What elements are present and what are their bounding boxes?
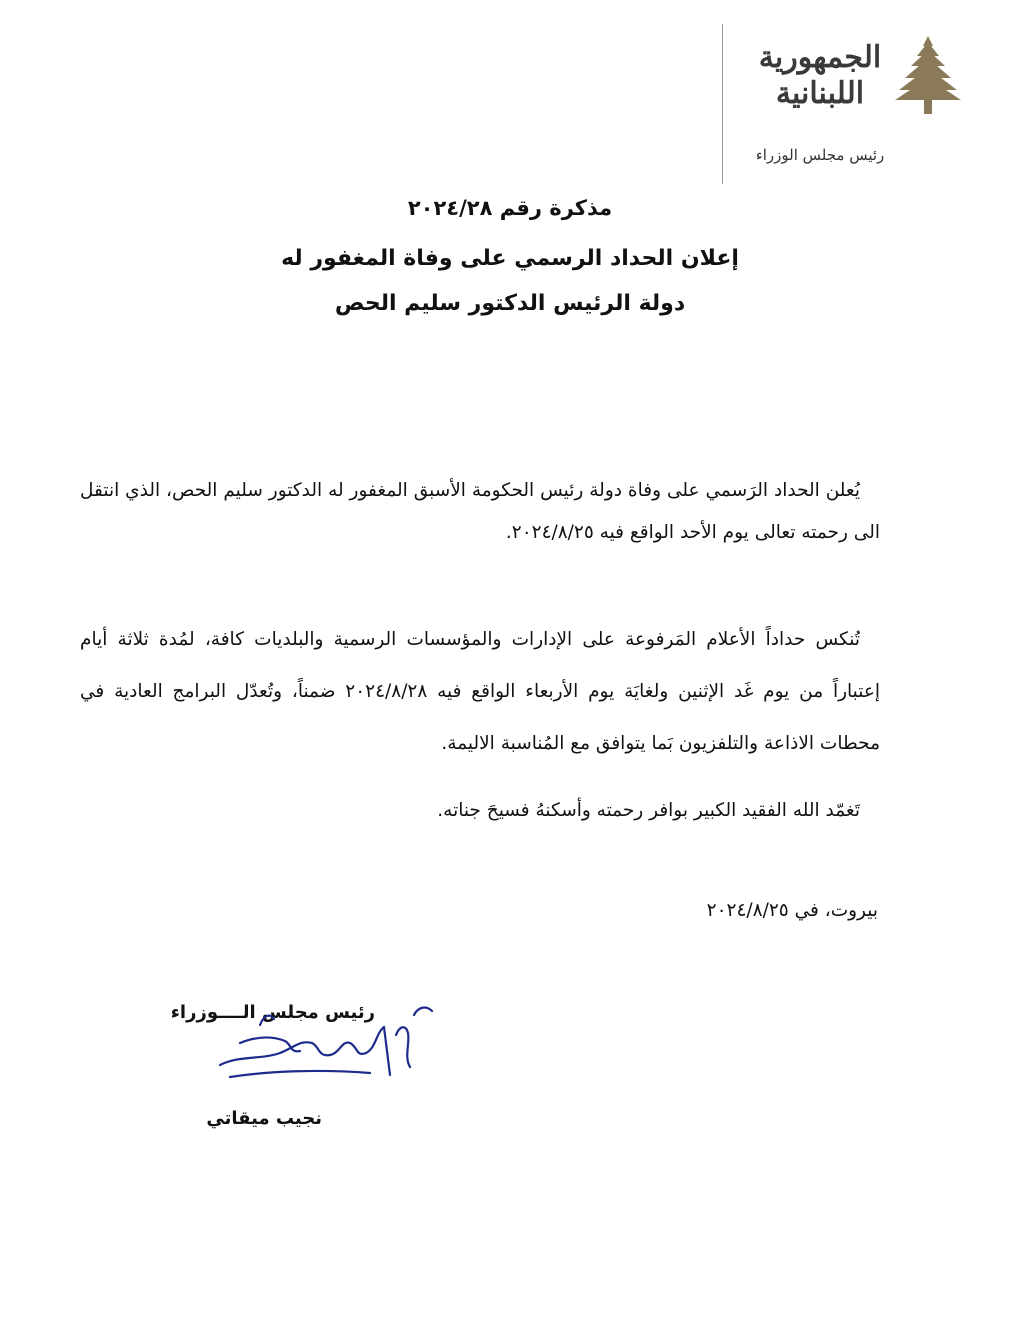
letterhead (722, 24, 993, 184)
memo-number: مذكرة رقم ٢٠٢٤/٢٨ (407, 196, 613, 220)
handwritten-signature (200, 985, 440, 1095)
signatory-name: نجيب ميقاتي (206, 1108, 322, 1129)
dateline: بيروت، في ٢٠٢٤/٨/٢٥ (706, 900, 878, 921)
republic-wordmark-line2: اللبنانية (775, 76, 865, 111)
paragraph-text: تَغمّد الله الفقيد الكبير بوافر رحمته وأسكنهُ فسيحَ جناته. (437, 800, 860, 821)
memo-title-line2: دولة الرئيس الدكتور سليم الحص (334, 291, 686, 316)
body-paragraph-2 (80, 614, 880, 770)
republic-wordmark-line1: الجمهورية (758, 40, 882, 75)
republic-wordmark (745, 40, 895, 112)
paragraph-text: تُنكس حداداً الأعلام المَرفوعة على الإدارات والمؤسسات الرسمية والبلديات كافة، لمُدة ثلاثة أيام إعتباراً من يوم غَد الإثنين ولغايَة يوم الأربعاء الواقع فيه ٢٠٢٤/٨/٢٨ ضمناً، وتُعدّل البرامج العادية في محطات الاذاعة والتلفزيون بَما يتوافق مع المُناسبة الاليمة. (80, 629, 881, 754)
office-name: رئيس مجلس الوزراء (755, 146, 885, 164)
body-paragraph-3 (80, 790, 880, 832)
memo-title-line1: إعلان الحداد الرسمي على وفاة المغفور له (281, 246, 739, 271)
body-paragraph-1 (80, 470, 880, 554)
signatory-title: رئيس مجلس الــــوزراء (170, 1002, 375, 1023)
cedar-tree-emblem-icon (893, 34, 963, 116)
paragraph-text: يُعلن الحداد الرَسمي على وفاة دولة رئيس الحكومة الأسبق المغفور له الدكتور سليم الحص، الذي انتقل الى رحمته تعالى يوم الأحد الواقع فيه ٢٠٢٤/٨/٢٥. (80, 480, 880, 543)
memo-headings (150, 196, 870, 316)
